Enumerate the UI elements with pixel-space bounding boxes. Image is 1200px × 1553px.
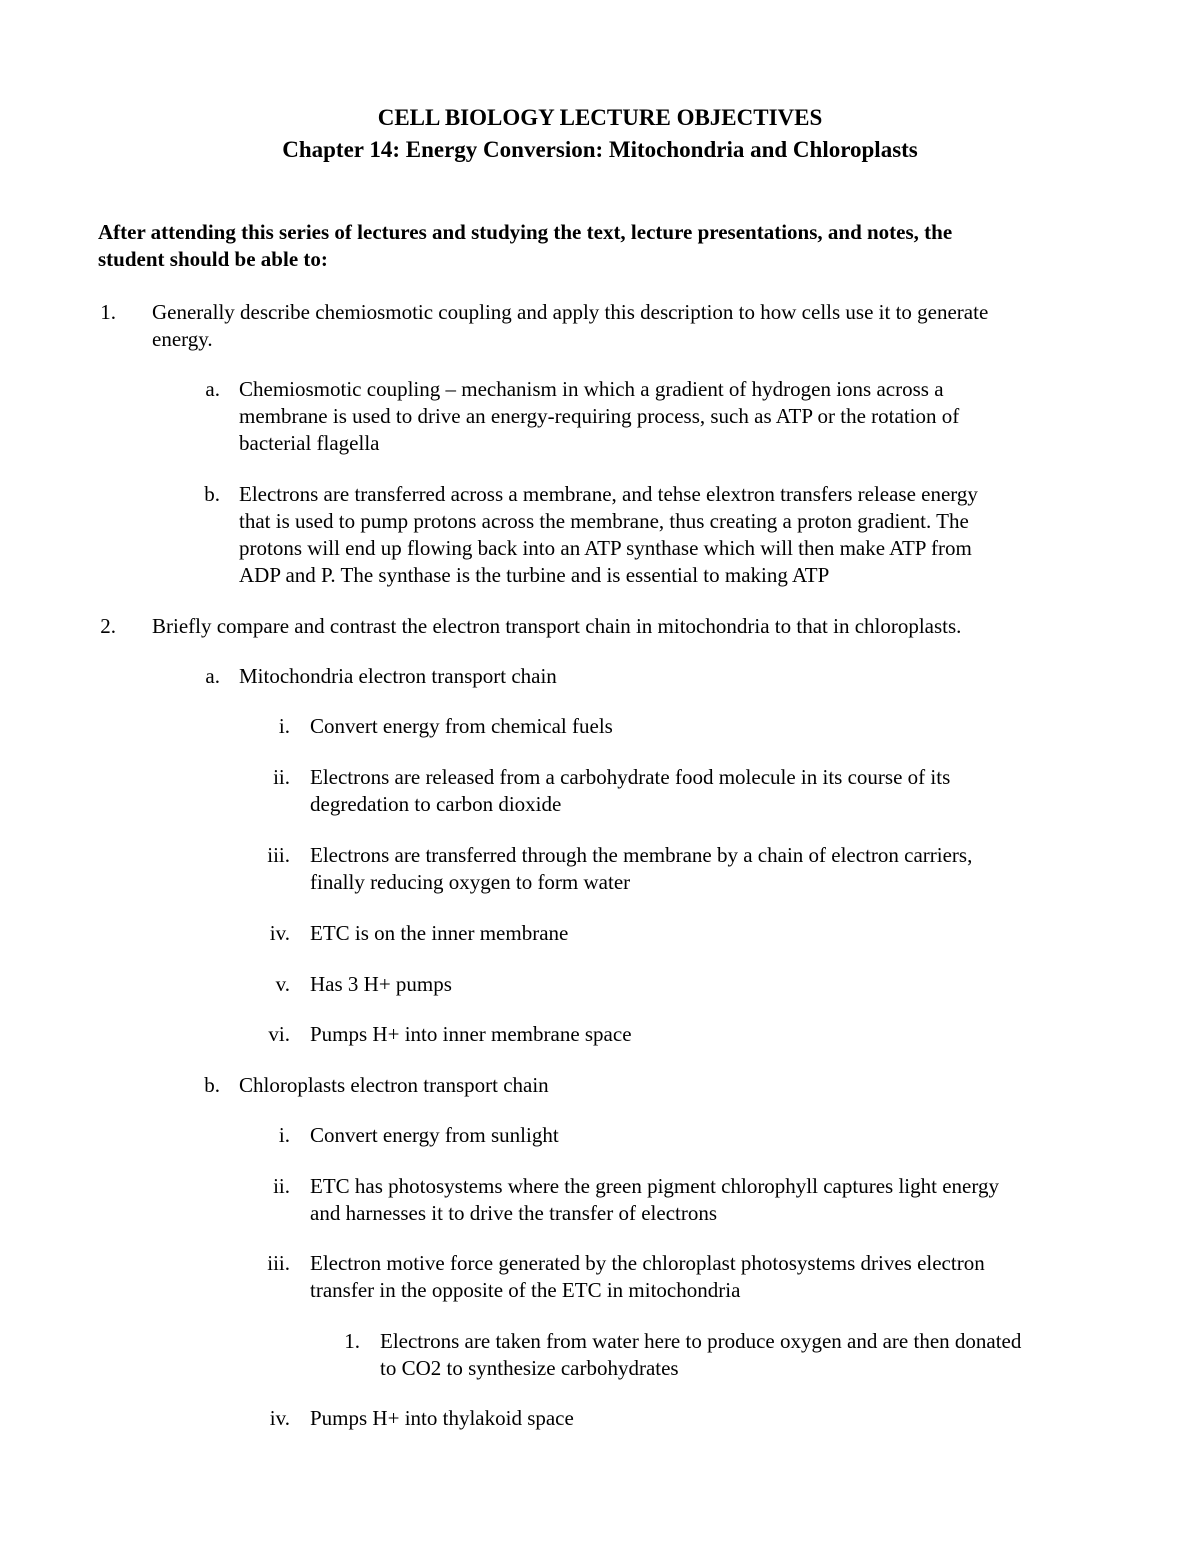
sub-item-marker: i. [278,1123,290,1147]
objective-number: 2. [100,614,116,638]
list-item-text: bacterial flagella [239,431,380,455]
sub-item-marker: vi. [268,1022,290,1046]
list-item-text: membrane is used to drive an energy-requiring process, such as ATP or the rotation of [239,404,960,428]
sub-sub-item-marker: 1. [344,1329,360,1353]
objective-text: energy. [152,327,213,351]
list-item-text: Chemiosmotic coupling – mechanism in which a gradient of hydrogen ions across a [239,377,944,401]
sub-item-text: transfer in the opposite of the ETC in mitochondria [310,1278,741,1302]
list-item-marker: a. [205,377,220,401]
document-title: CELL BIOLOGY LECTURE OBJECTIVES [377,105,823,130]
sub-item-text: degredation to carbon dioxide [310,792,562,816]
sub-item-text: and harnesses it to drive the transfer of electrons [310,1201,718,1225]
intro-line-1: After attending this series of lectures and studying the text, lecture presentations, and notes, the [98,220,953,244]
sub-item-text: finally reducing oxygen to form water [310,870,631,894]
intro-line-2: student should be able to: [98,247,328,271]
list-item-marker: b. [204,482,220,506]
sub-item-text: Electron motive force generated by the chloroplast photosystems drives electron [310,1251,985,1275]
sub-item-marker: iii. [267,843,290,867]
list-item-text: Chloroplasts electron transport chain [239,1073,549,1097]
objective-text: Briefly compare and contrast the electron transport chain in mitochondria to that in chloroplasts. [152,614,962,638]
objective-number: 1. [100,300,116,324]
list-item-marker: b. [204,1073,220,1097]
sub-item-marker: ii. [273,1174,290,1198]
list-item-text: Mitochondria electron transport chain [239,664,557,688]
sub-item-text: ETC is on the inner membrane [310,921,569,945]
sub-item-marker: ii. [273,765,290,789]
sub-item-marker: iii. [267,1251,290,1275]
sub-item-text: ETC has photosystems where the green pigment chlorophyll captures light energy [310,1174,999,1198]
objective-text: Generally describe chemiosmotic coupling and apply this description to how cells use it to generate [152,300,989,324]
sub-item-marker: iv. [269,921,290,945]
sub-item-text: Pumps H+ into thylakoid space [310,1406,574,1430]
sub-sub-item-text: Electrons are taken from water here to produce oxygen and are then donated [380,1329,1022,1353]
list-item-text: ADP and P. The synthase is the turbine and is essential to making ATP [239,563,830,587]
chapter-title: Chapter 14: Energy Conversion: Mitochondria and Chloroplasts [282,137,918,162]
list-item-text: protons will end up flowing back into an ATP synthase which will then make ATP from [239,536,972,560]
sub-item-text: Has 3 H+ pumps [310,972,452,996]
sub-item-marker: v. [275,972,290,996]
sub-item-text: Electrons are released from a carbohydrate food molecule in its course of its [310,765,951,789]
list-item-marker: a. [205,664,220,688]
sub-item-text: Pumps H+ into inner membrane space [310,1022,632,1046]
sub-item-marker: iv. [269,1406,290,1430]
sub-item-text: Convert energy from chemical fuels [310,714,613,738]
list-item-text: that is used to pump protons across the membrane, thus creating a proton gradient. The [239,509,969,533]
sub-item-text: Electrons are transferred through the membrane by a chain of electron carriers, [310,843,973,867]
sub-item-marker: i. [278,714,290,738]
sub-item-text: Convert energy from sunlight [310,1123,559,1147]
list-item-text: Electrons are transferred across a membrane, and tehse elextron transfers release energy [239,482,978,506]
sub-sub-item-text: to CO2 to synthesize carbohydrates [380,1356,679,1380]
